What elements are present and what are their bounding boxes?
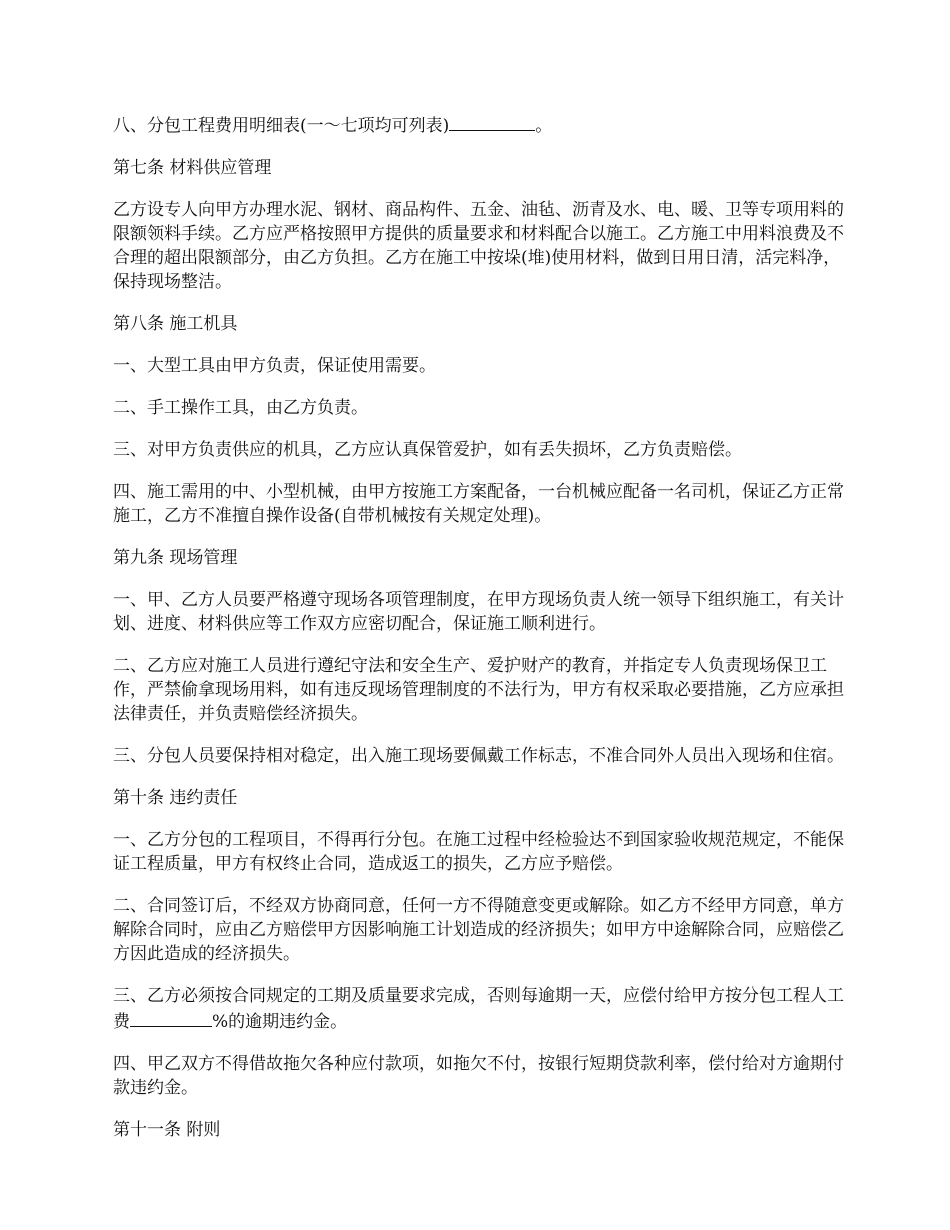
- penalty-rate-blank-field[interactable]: [130, 1008, 212, 1027]
- article-7-heading: 第七条 材料供应管理: [113, 158, 272, 178]
- fee-schedule-blank-field[interactable]: [449, 112, 535, 131]
- article-8-item-1: 一、大型工具由甲方负责，保证使用需要。: [113, 356, 436, 376]
- article-8-item-3: 三、对甲方负责供应的机具，乙方应认真保管爱护，如有丢失损坏，乙方负责赔偿。: [113, 440, 742, 460]
- penalty-text: 三、乙方必须按合同规定的工期及质量要求完成，否则每逾期一天，应偿付给甲方按分包工程人工费: [113, 986, 844, 1032]
- article-9-item-2: 二、乙方应对施工人员进行遵纪守法和安全生产、爱护财产的教育，并指定专人负责现场保卫工作，严禁偷拿现场用料，如有违反现场管理制度的不法行为，甲方有权采取必要措施，乙方应承担法律责任，并负责赔偿经济损失。: [113, 656, 844, 724]
- article-8-item-4: 四、施工需用的中、小型机械，由甲方按施工方案配备，一台机械应配备一名司机，保证乙方正常施工，乙方不准擅自操作设备(自带机械按有关规定处理)。: [113, 482, 844, 526]
- paragraph-fee-schedule: [113, 112, 855, 138]
- article-8-item-2: 二、手工操作工具，由乙方负责。: [113, 398, 368, 418]
- article-10-item-2: 二、合同签订后，不经双方协商同意，任何一方不得随意变更或解除。如乙方不经甲方同意，单方解除合同时，应由乙方赔偿甲方因影响施工计划造成的经济损失；如甲方中途解除合同，应赔偿乙方因此造成的经济损失。: [113, 896, 844, 964]
- article-10-item-1: 一、乙方分包的工程项目，不得再行分包。在施工过程中经检验达不到国家验收规范规定，不能保证工程质量，甲方有权终止合同，造成返工的损失，乙方应予赔偿。: [113, 830, 844, 874]
- article-9-heading: 第九条 现场管理: [113, 548, 238, 568]
- fee-schedule-text: 八、分包工程费用明细表(一～七项均可列表): [113, 116, 450, 136]
- article-10-heading: 第十条 违约责任: [113, 788, 238, 808]
- article-9-item-3: 三、分包人员要保持相对稳定，出入施工现场要佩戴工作标志，不准合同外人员出入现场和住宿。: [113, 746, 844, 766]
- penalty-suffix: %的逾期违约金。: [212, 1012, 348, 1032]
- fee-schedule-suffix: 。: [535, 116, 553, 136]
- article-10-item-3: [113, 984, 855, 1034]
- article-9-item-1: 一、甲、乙方人员要严格遵守现场各项管理制度，在甲方现场负责人统一领导下组织施工，有关计划、进度、材料供应等工作双方应密切配合，保证施工顺利进行。: [113, 590, 844, 634]
- article-8-heading: 第八条 施工机具: [113, 314, 238, 334]
- document-page: [113, 112, 855, 1160]
- article-10-item-4: 四、甲乙双方不得借故拖欠各种应付款项，如拖欠不付，按银行短期贷款利率，偿付给对方逾期付款违约金。: [113, 1054, 844, 1098]
- article-11-heading: 第十一条 附则: [113, 1120, 221, 1140]
- article-7-paragraph: 乙方设专人向甲方办理水泥、钢材、商品构件、五金、油毡、沥青及水、电、暖、卫等专项用料的限额领料手续。乙方应严格按照甲方提供的质量要求和材料配合以施工。乙方施工中用料浪费及不合理的超出限额部分，由乙方负担。乙方在施工中按垛(堆)使用材料，做到日用日清，活完料净，保持现场整洁。: [113, 200, 844, 292]
